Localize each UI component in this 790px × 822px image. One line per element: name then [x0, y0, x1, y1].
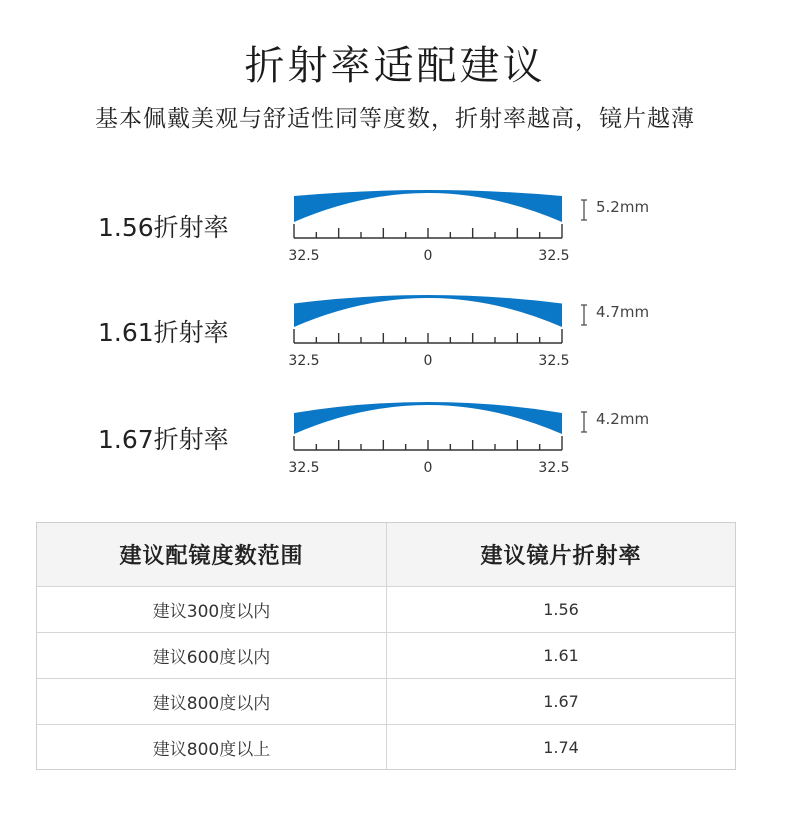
table-cell-range: 建议800度以内	[152, 694, 271, 714]
lens-cross-section	[294, 402, 562, 434]
axis-tick-label: 32.5	[288, 353, 320, 369]
page-title: 折射率适配建议	[244, 43, 546, 89]
lens-label: 1.61折射率	[98, 318, 229, 347]
axis-tick-label: 0	[423, 460, 433, 476]
lens-cross-section	[294, 190, 562, 222]
lens-diagram	[270, 186, 700, 286]
table-cell-range: 建议300度以内	[152, 602, 271, 622]
thickness-label: 4.7mm	[596, 303, 650, 321]
table-cell-index: 1.67	[386, 679, 735, 724]
axis-tick-label: 32.5	[538, 248, 570, 264]
table-cell-range: 建议600度以内	[152, 648, 271, 668]
column-header-refractive-index: 建议镜片折射率	[386, 523, 735, 586]
lens-row	[0, 398, 790, 498]
axis-tick-label: 32.5	[538, 353, 570, 369]
table-header	[37, 523, 735, 587]
axis-tick-label: 0	[423, 353, 433, 369]
table-row	[37, 633, 735, 679]
axis-tick-label: 0	[423, 248, 433, 264]
thickness-label: 5.2mm	[596, 198, 650, 216]
table-row	[37, 679, 735, 725]
lens-diagram	[270, 398, 700, 498]
axis-tick-label: 32.5	[288, 248, 320, 264]
lens-row	[0, 291, 790, 391]
column-header-power-range: 建议配镜度数范围	[119, 544, 304, 569]
refractive-index-table	[36, 522, 736, 770]
lens-diagram	[270, 291, 700, 391]
axis-tick-label: 32.5	[288, 460, 320, 476]
lens-row	[0, 186, 790, 286]
table-cell-index: 1.56	[386, 587, 735, 632]
table-cell-range: 建议800度以上	[152, 740, 271, 760]
thickness-label: 4.2mm	[596, 410, 650, 428]
table-row	[37, 725, 735, 770]
axis-tick-label: 32.5	[538, 460, 570, 476]
table-cell-index: 1.74	[386, 725, 735, 770]
table-row	[37, 587, 735, 633]
lens-label: 1.56折射率	[98, 213, 229, 242]
lens-label: 1.67折射率	[98, 425, 229, 454]
lens-cross-section	[294, 295, 562, 327]
table-cell-index: 1.61	[386, 633, 735, 678]
page-subtitle: 基本佩戴美观与舒适性同等度数，折射率越高，镜片越薄	[95, 106, 695, 132]
